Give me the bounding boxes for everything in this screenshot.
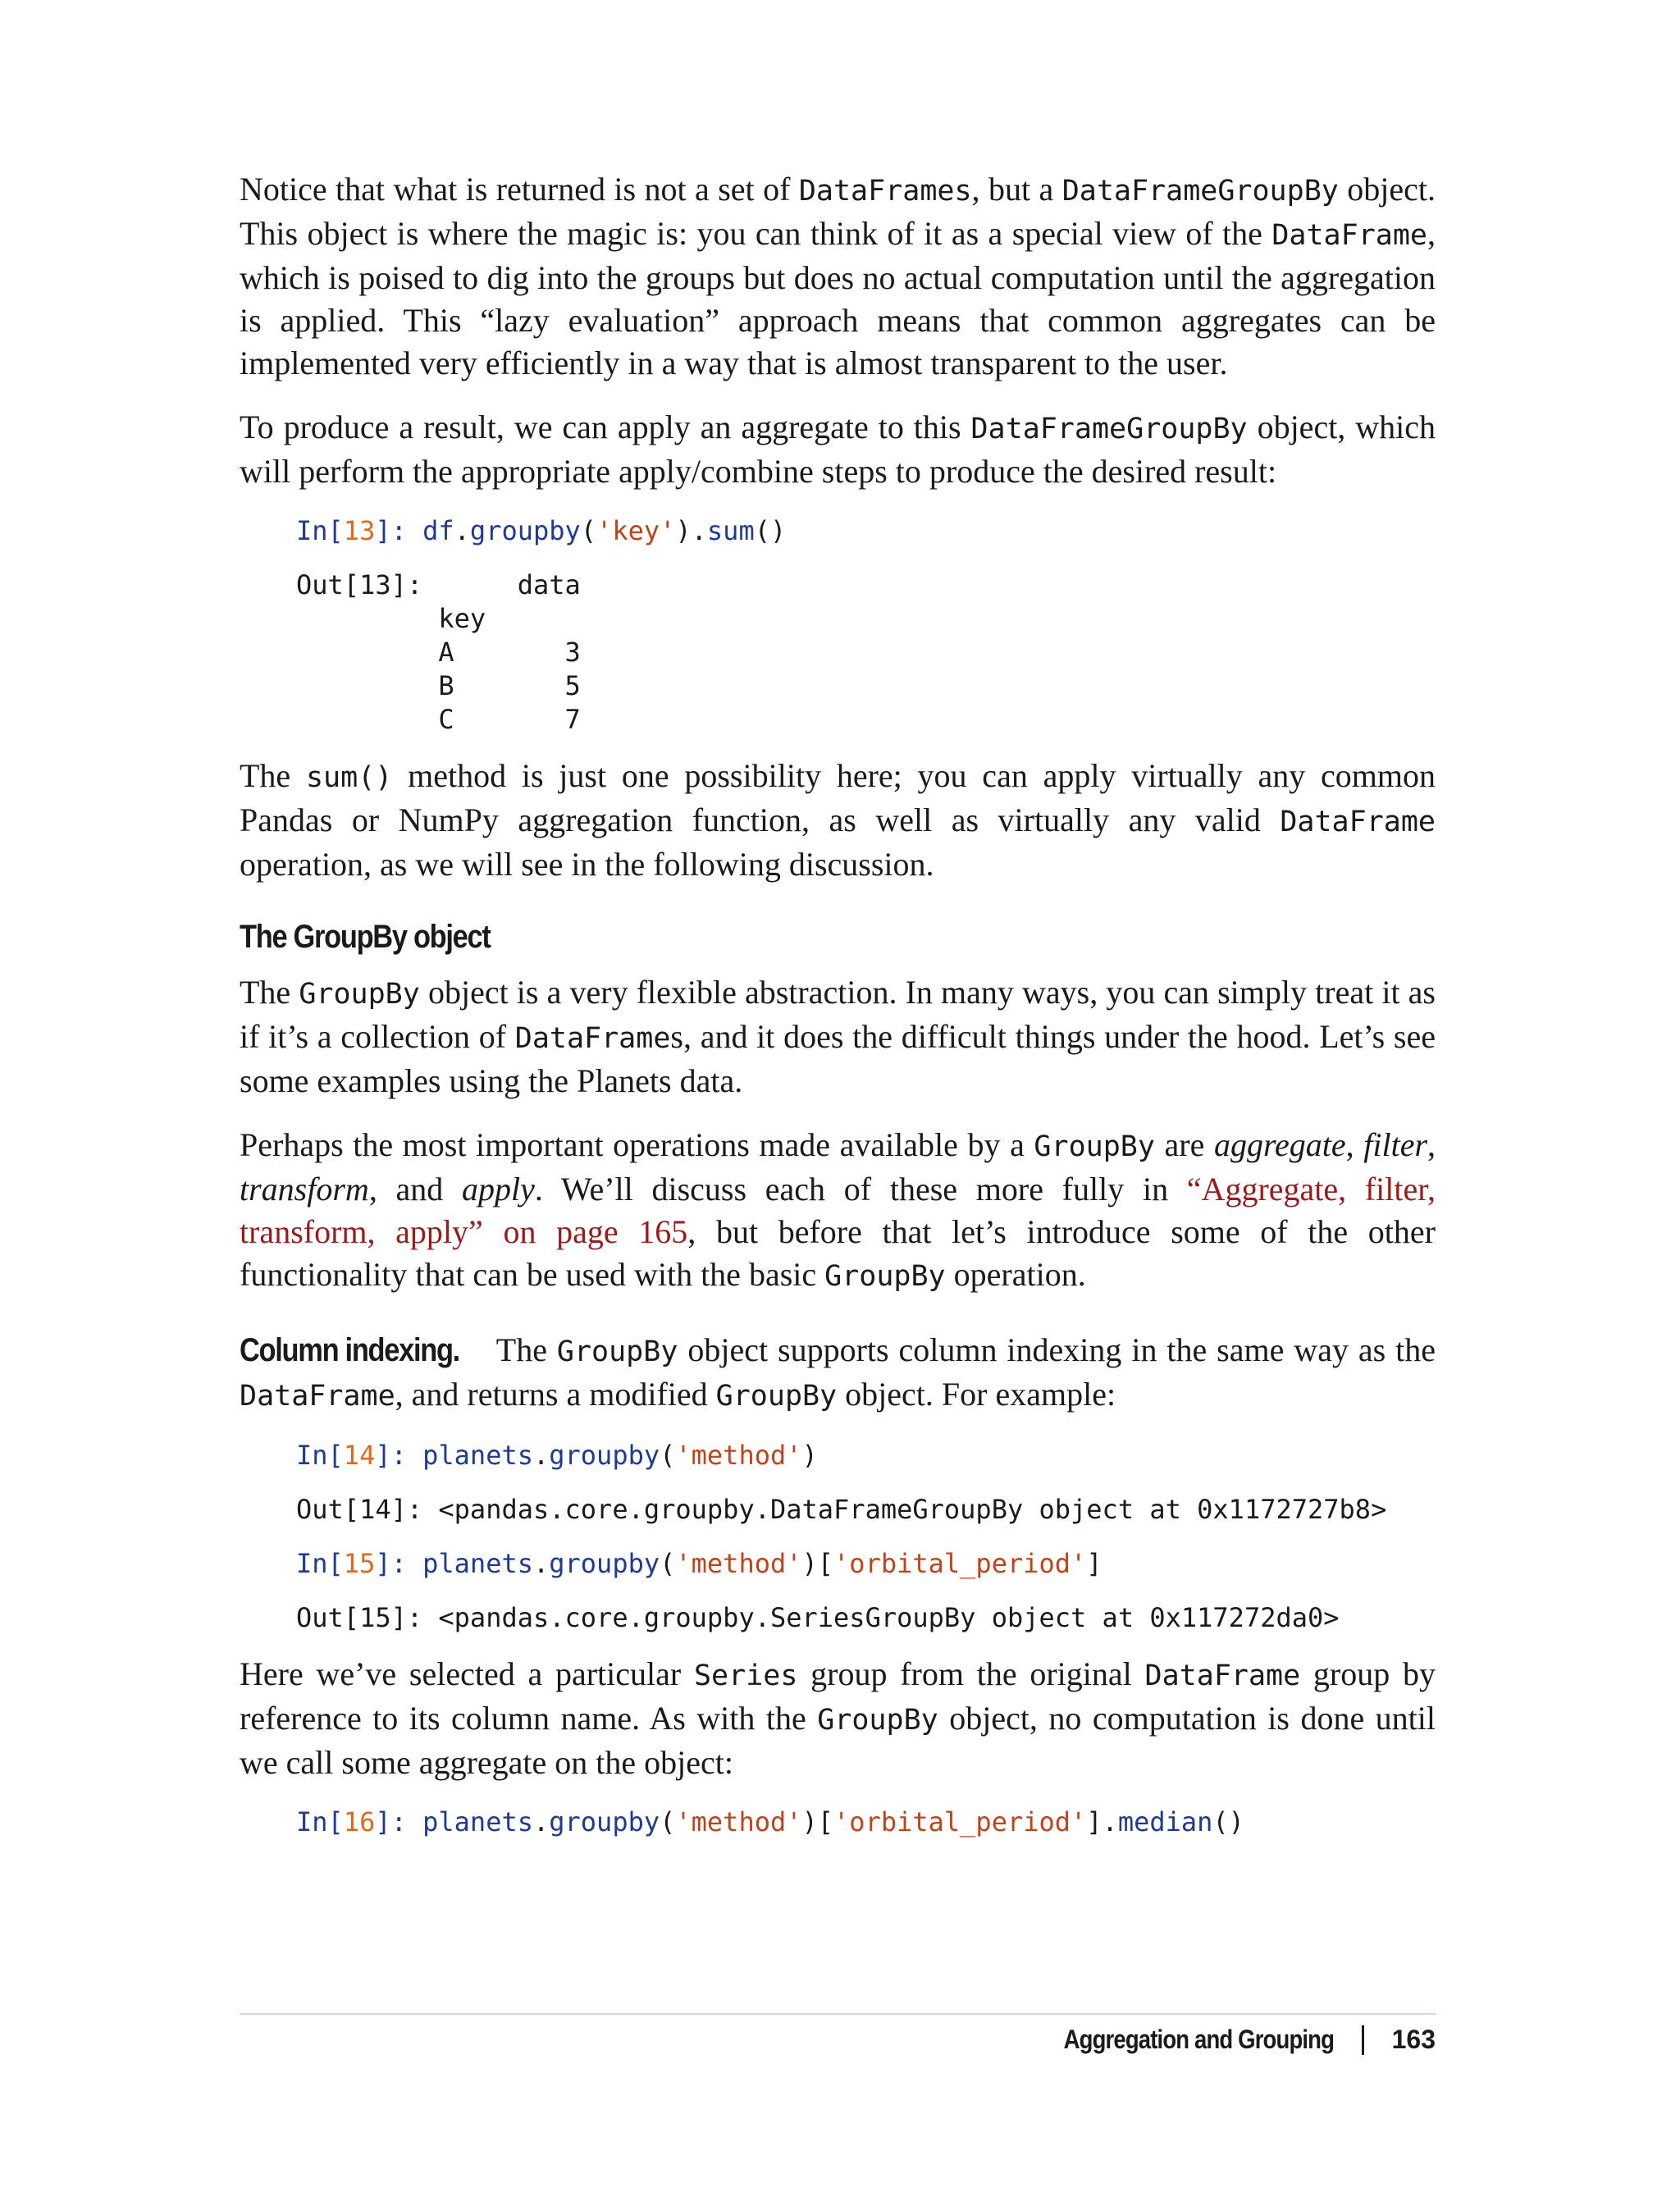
paragraph-groupby-operations: Perhaps the most important operations made available by a GroupBy are aggregate, filter, transform, and apply. We’ll discuss each of these more fully in “Aggregate, filter, transform, apply” on page 165, but before that let’s introduce some of the other functionality that can be used with the basic GroupBy operation. [240, 1126, 1436, 1293]
footer-rule [240, 2013, 1436, 2015]
runin-heading-column-indexing: Column indexing. [240, 1332, 459, 1368]
code-output-13: Out[13]: data key A 3 B 5 C 7 [296, 569, 581, 735]
paragraph-sum-method: The sum() method is just one possibility here; you can apply virtually any common Pandas or NumPy aggregation function, as well as virtually any valid DataFrame operation, as we will see in the following discussion. [240, 757, 1436, 883]
paragraph-series-group: Here we’ve selected a particular Series group from the original DataFrame group by reference to its column name. As with the GroupBy object, no computation is done until we call some aggregate on the object: [240, 1655, 1436, 1781]
code-input-13: In[13]: df.groupby('key').sum() [296, 515, 787, 546]
paragraph-apply-aggregate: To produce a result, we can apply an aggregate to this DataFrameGroupBy object, which will perform the appropriate apply/combine steps to produce the desired result: [240, 409, 1436, 490]
code-cell-14 [240, 1439, 1436, 1527]
paragraph-column-indexing: Column indexing. The GroupBy object supports column indexing in the same way as the DataFrame, and returns a modified GroupBy object. For example: [240, 1329, 1436, 1418]
heading-groupby-object: The GroupBy object [240, 919, 491, 955]
code-input-16: In[16]: planets.groupby('method')['orbital_period'].median() [296, 1806, 1244, 1838]
page-number: 163 [1391, 2025, 1436, 2054]
cross-reference-link[interactable]: “Aggregate, filter, transform, apply” on page 165 [240, 1171, 1436, 1250]
code-cell-15 [240, 1547, 1436, 1635]
paragraph-groupby-object: Notice that what is returned is not a set of DataFrames, but a DataFrameGroupBy object. This object is where the magic is: you can think of it as a special view of the DataFrame, which is poised to dig into the groups but does no actual computation until the aggregation is applied. This “lazy evaluation” approach means that common aggregates can be implemented very efficiently in a way that is almost transparent to the user. [240, 171, 1436, 381]
code-output-15: Out[15]: <pandas.core.groupby.SeriesGroupBy object at 0x117272da0> [296, 1602, 1340, 1633]
footer-chapter-title: Aggregation and Grouping [1063, 2025, 1334, 2054]
paragraph-groupby-abstraction: The GroupBy object is a very flexible abstraction. In many ways, you can simply treat it as if it’s a collection of DataFrames, and it does the difficult things under the hood. Let’s see some examples using the Planets data. [240, 974, 1436, 1099]
page-footer [1020, 2025, 1436, 2055]
code-output-14: Out[14]: <pandas.core.groupby.DataFrameGroupBy object at 0x1172727b8> [296, 1494, 1387, 1525]
code-input-14: In[14]: planets.groupby('method') [296, 1440, 818, 1471]
section-heading [240, 919, 1436, 965]
footer-separator [1362, 2025, 1364, 2055]
code-cell-13 [240, 514, 1436, 737]
page-content [240, 168, 1436, 1839]
code-input-15: In[15]: planets.groupby('method')['orbital_period'] [296, 1548, 1102, 1579]
code-cell-16 [240, 1806, 1436, 1839]
